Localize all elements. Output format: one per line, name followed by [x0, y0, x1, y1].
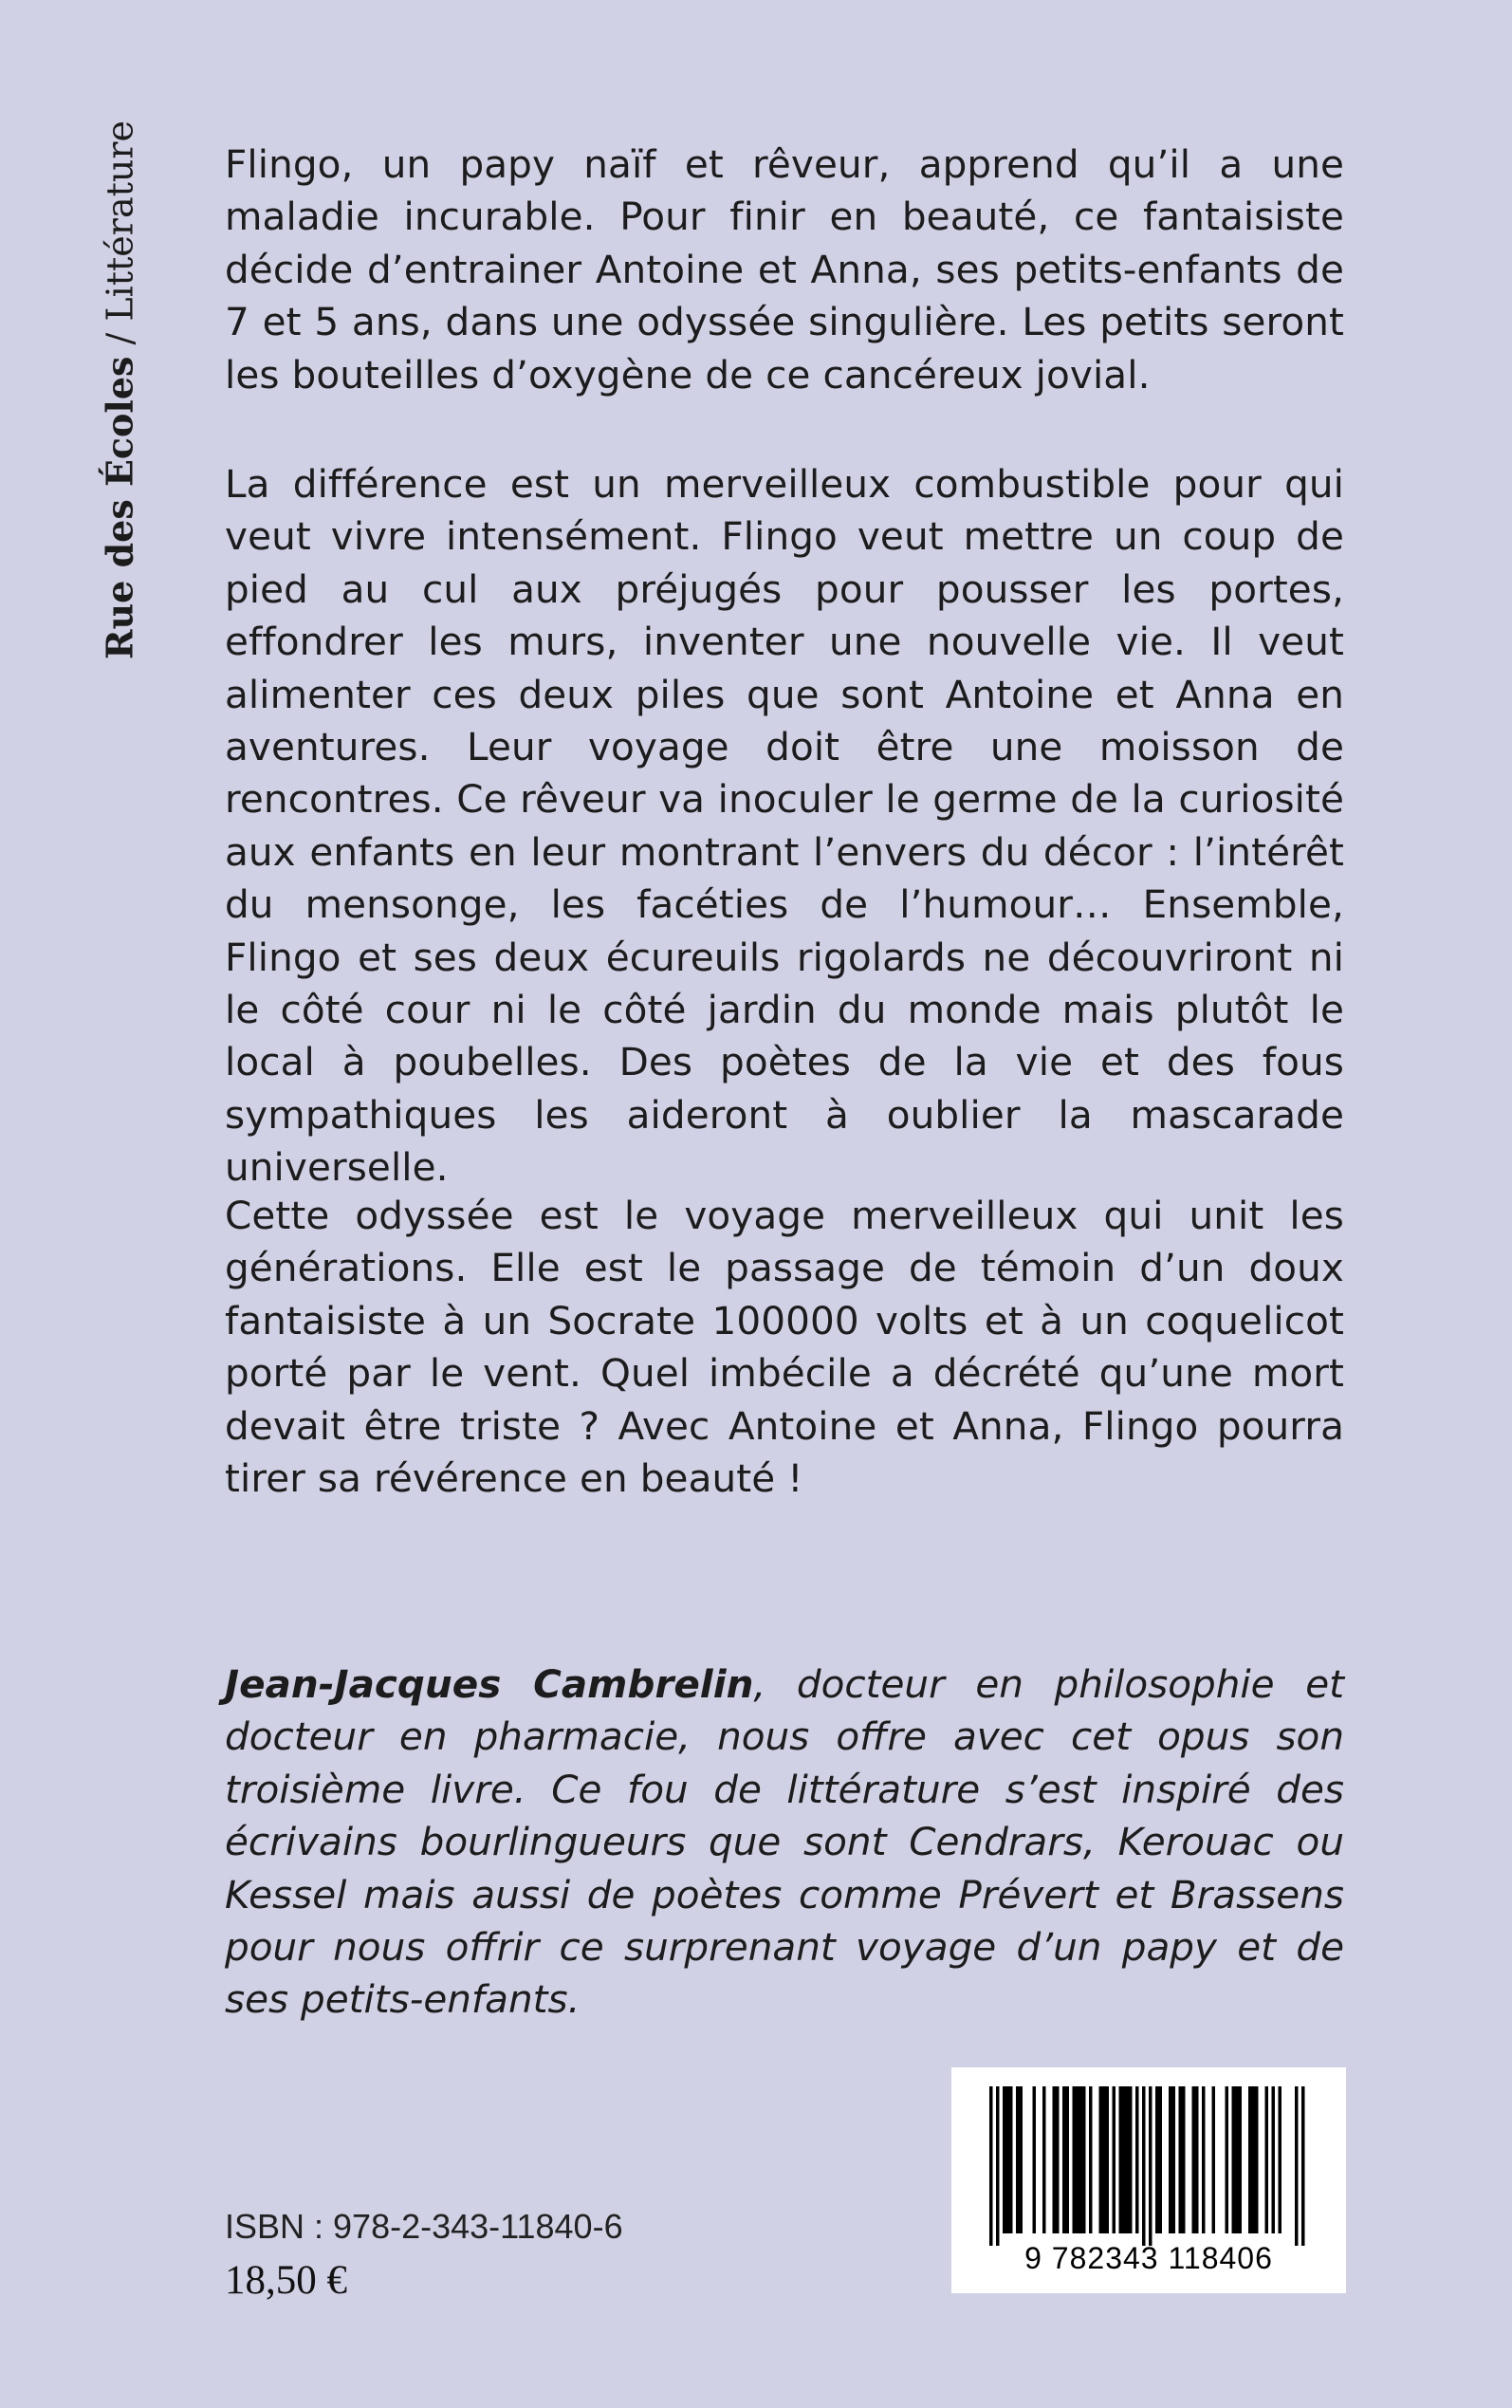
blurb-paragraph-2	[225, 458, 1344, 1195]
barcode-number: 9 782343 118406	[1024, 2241, 1273, 2275]
barcode-bar-19	[1192, 2086, 1199, 2233]
barcode-bar-3	[1016, 2086, 1023, 2233]
barcode-bar-5	[1042, 2086, 1046, 2233]
blurb-text-3: Cette odyssée est le voyage merveilleux qui unit les générations. Elle est le passage de témoin d’un doux fantaisiste à un Socrate 100000 volts et à un coquelicot porté par le vent. Quel imbécile a décrété qu’une mort devait être triste ? Avec Antoine et Anna, Flingo pourra tirer sa révérence en beauté !	[225, 1193, 1344, 1502]
barcode-bar-9	[1089, 2086, 1093, 2233]
price-label: 18,50 €	[225, 2258, 347, 2303]
barcode-bars	[951, 2067, 1346, 2248]
blurb-text-2: La différence est un merveilleux combustible pour qui veut vivre intensément. Flingo veut mettre un coup de pied au cul aux préjugés pour pousser les portes, effondrer les murs, inventer une nouvelle vie. Il veut alimenter ces deux piles que sont Antoine et Anna en aventures. Leur voyage doit être une moisson de rencontres. Ce rêveur va inoculer le germe de la curiosité aux enfants en leur montrant l’envers du décor : l’intérêt du mensonge, les facéties de l’humour… Ensemble, Flingo et ses deux écureuils rigolards ne découvriront ni le côté cour ni le côté jardin du monde mais plutôt le local à poubelles. Des poètes de la vie et des fous sympathiques les aideront à oublier la mascarade universelle.	[225, 461, 1344, 1191]
isbn-label: ISBN : 978-2-343-11840-6	[225, 2207, 623, 2246]
barcode-bar-22	[1226, 2086, 1229, 2233]
blurb-paragraph-1	[225, 139, 1344, 401]
barcode-bar-12	[1119, 2086, 1133, 2233]
barcode-bar-4	[1033, 2086, 1037, 2233]
barcode-bar-11	[1113, 2086, 1116, 2233]
barcode-bar-26	[1272, 2086, 1276, 2233]
barcode-bar-6	[1053, 2086, 1060, 2233]
author-bio	[225, 1658, 1344, 2027]
barcode-bar-20	[1202, 2086, 1206, 2233]
series-name: Rue des Écoles	[98, 356, 141, 660]
blurb-paragraph-3	[225, 1190, 1344, 1505]
barcode-bar-29	[1301, 2086, 1305, 2246]
series-separator: /	[99, 321, 141, 357]
barcode-bar-13	[1135, 2086, 1139, 2233]
barcode-bar-16	[1155, 2086, 1162, 2233]
spine-label	[91, 110, 148, 670]
author-bio-text: , docteur en philosophie et docteur en pharmacie, nous offre avec cet opus son troisième livre. Ce fou de littérature s’est inspiré des écrivains bourlingueurs que sont Cendrars, Kerouac ou Kessel mais aussi de poètes comme Prévert et Brassens pour nous offrir ce surprenant voyage d’un papy et de ses petits-enfants.	[225, 1661, 1344, 2023]
spine-text	[99, 120, 141, 659]
barcode-bar-7	[1062, 2086, 1069, 2233]
barcode	[951, 2067, 1346, 2293]
barcode-bar-23	[1232, 2086, 1243, 2233]
blurb-text-1: Flingo, un papy naïf et rêveur, apprend qu’il a une maladie incurable. Pour finir en beauté, ce fantaisiste décide d’entrainer Antoine et Anna, ses petits-enfants de 7 et 5 ans, dans une odyssée singulière. Les petits seront les bouteilles d’oxygène de ce cancéreux jovial.	[225, 141, 1344, 398]
barcode-bar-17	[1169, 2086, 1175, 2233]
barcode-bar-24	[1248, 2086, 1259, 2233]
barcode-bar-21	[1212, 2086, 1216, 2233]
barcode-bar-0	[989, 2086, 993, 2246]
barcode-bar-25	[1265, 2086, 1269, 2233]
barcode-bar-28	[1295, 2086, 1299, 2246]
barcode-bar-8	[1073, 2086, 1086, 2233]
barcode-bar-14	[1142, 2086, 1146, 2246]
barcode-bar-10	[1099, 2086, 1110, 2233]
barcode-bar-27	[1279, 2086, 1282, 2233]
barcode-bar-18	[1179, 2086, 1186, 2233]
barcode-bar-15	[1149, 2086, 1152, 2246]
collection-name: Littérature	[99, 120, 141, 322]
barcode-bar-1	[996, 2086, 1000, 2246]
author-name: Jean-Jacques Cambrelin	[225, 1661, 754, 1707]
barcode-bar-2	[1003, 2086, 1013, 2233]
